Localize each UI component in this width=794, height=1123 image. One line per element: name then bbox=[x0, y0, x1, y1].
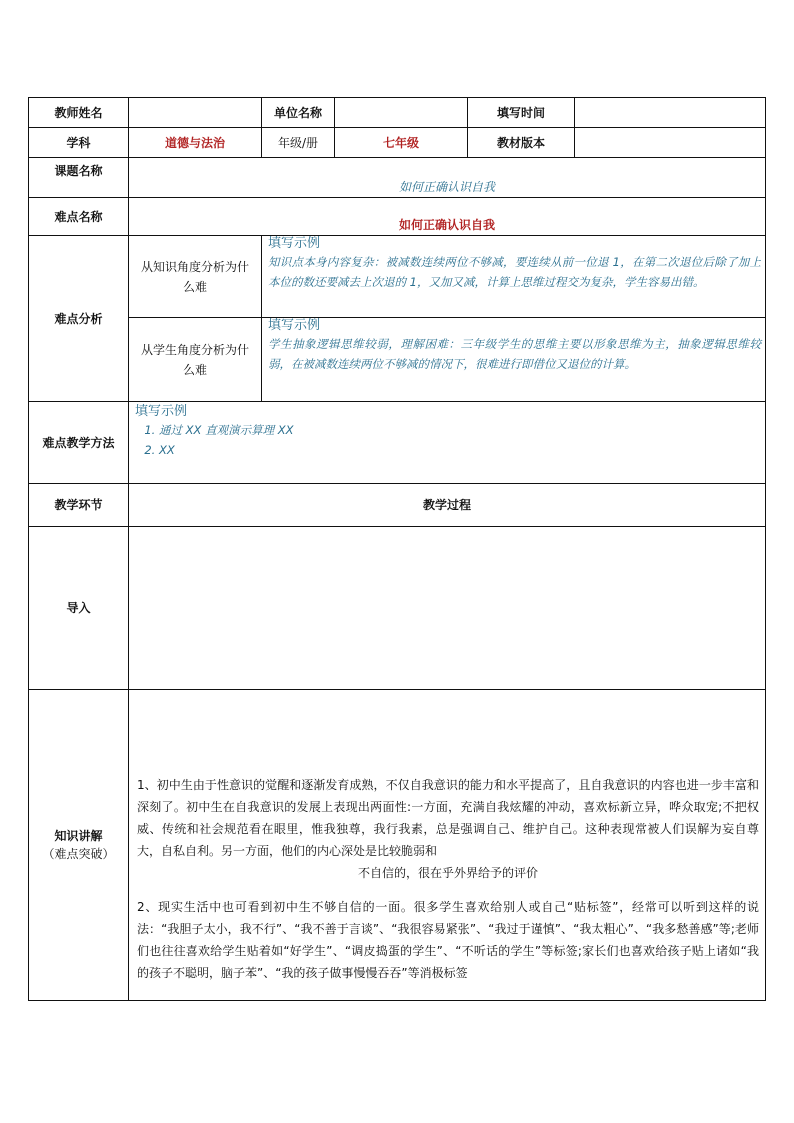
method-row bbox=[29, 402, 766, 484]
method-example-title: 填写示例 bbox=[135, 404, 188, 419]
analysis-label: 难点分析 bbox=[29, 236, 129, 402]
knowledge-content[interactable] bbox=[129, 690, 766, 1001]
analysis-student-row bbox=[29, 318, 766, 402]
unit-name-field[interactable] bbox=[335, 98, 468, 128]
unit-name-label: 单位名称 bbox=[262, 98, 335, 128]
lesson-plan-form bbox=[28, 97, 766, 1001]
student-angle-cell[interactable] bbox=[262, 318, 766, 402]
knowledge-paragraph-1-text: 1、初中生由于性意识的觉醒和逐渐发育成熟，不仅自我意识的能力和水平提高了，且自我意识的内容也进一步丰富和深刻了。初中生在自我意识的发展上表现出两面性:一方面，充满自我炫耀的冲动，喜欢标新立异，哗众取宠;不把权威、传统和社会规范看在眼里，惟我独尊，我行我素，总是强调自己、维护自己。这种表现常被人们误解为妄自尊大，自私自利。另一方面，他们的内心深处是比较脆弱和 bbox=[137, 778, 759, 858]
fill-date-label: 填写时间 bbox=[468, 98, 575, 128]
edition-field[interactable] bbox=[575, 128, 766, 158]
student-example-text: 学生抽象逻辑思维较弱，理解困难：三年级学生的思维主要以形象思维为主，抽象逻辑思维较弱，在被减数连续两位不够减的情况下，很难进行即借位又退位的计算。 bbox=[268, 337, 761, 371]
intro-row bbox=[29, 527, 766, 690]
header-row-2 bbox=[29, 128, 766, 158]
knowledge-paragraph-1-end: 不自信的，很在乎外界给予的评价 bbox=[357, 866, 538, 880]
method-list bbox=[135, 420, 761, 460]
intro-content[interactable] bbox=[129, 527, 766, 690]
topic-row bbox=[29, 158, 766, 198]
student-example-title: 填写示例 bbox=[268, 318, 321, 333]
topic-label: 课题名称 bbox=[29, 158, 129, 198]
knowledge-angle-label: 从知识角度分析为什么难 bbox=[129, 236, 262, 318]
method-cell[interactable] bbox=[129, 402, 766, 484]
analysis-knowledge-row bbox=[29, 236, 766, 318]
method-item: 2. XX bbox=[159, 440, 761, 460]
grade-value[interactable]: 七年级 bbox=[335, 128, 468, 158]
knowledge-label-line2: （难点突破） bbox=[42, 847, 115, 861]
intro-label: 导入 bbox=[29, 527, 129, 690]
difficulty-value[interactable]: 如何正确认识自我 bbox=[129, 198, 766, 236]
teacher-name-field[interactable] bbox=[129, 98, 262, 128]
knowledge-label bbox=[29, 690, 129, 1001]
student-angle-label: 从学生角度分析为什么难 bbox=[129, 318, 262, 402]
grade-label: 年级/册 bbox=[262, 128, 335, 158]
teaching-process-label: 教学过程 bbox=[129, 484, 766, 527]
knowledge-label-line1: 知识讲解 bbox=[54, 829, 103, 843]
lesson-plan-table bbox=[28, 97, 766, 1001]
subject-label: 学科 bbox=[29, 128, 129, 158]
teaching-step-label: 教学环节 bbox=[29, 484, 129, 527]
header-row-1 bbox=[29, 98, 766, 128]
difficulty-label: 难点名称 bbox=[29, 198, 129, 236]
edition-label: 教材版本 bbox=[468, 128, 575, 158]
knowledge-example-text: 知识点本身内容复杂：被减数连续两位不够减，要连续从前一位退 1，在第二次退位后除了加上本位的数还要减去上次退的 1，又加又减，计算上思维过程交为复杂，学生容易出错。 bbox=[268, 255, 761, 289]
fill-date-field[interactable] bbox=[575, 98, 766, 128]
knowledge-paragraph-2: 2、现实生活中也可看到初中生不够自信的一面。很多学生喜欢给别人或自己“贴标签”，经常可以听到这样的说法：“我胆子太小，我不行”、“我不善于言谈”、“我很容易紧张”、“我过于谨慎”、“我太粗心”、“我多愁善感”等;老师们也往往喜欢给学生贴着如“好学生”、“调皮捣蛋的学生”、“不听话的学生”等标签;家长们也喜欢给孩子贴上诸如“我的孩子不聪明，脑子苯”、“我的孩子做事慢慢吞吞”等消极标签 bbox=[137, 900, 759, 980]
knowledge-angle-cell[interactable] bbox=[262, 236, 766, 318]
teacher-name-label: 教师姓名 bbox=[29, 98, 129, 128]
knowledge-example-title: 填写示例 bbox=[268, 236, 321, 251]
process-header-row bbox=[29, 484, 766, 527]
subject-value[interactable]: 道德与法治 bbox=[129, 128, 262, 158]
topic-value[interactable]: 如何正确认识自我 bbox=[129, 158, 766, 198]
method-item: 1. 通过 XX 直观演示算理 XX bbox=[159, 420, 761, 440]
knowledge-row bbox=[29, 690, 766, 1001]
difficulty-row bbox=[29, 198, 766, 236]
knowledge-paragraph-1 bbox=[129, 774, 765, 884]
method-label: 难点教学方法 bbox=[29, 402, 129, 484]
